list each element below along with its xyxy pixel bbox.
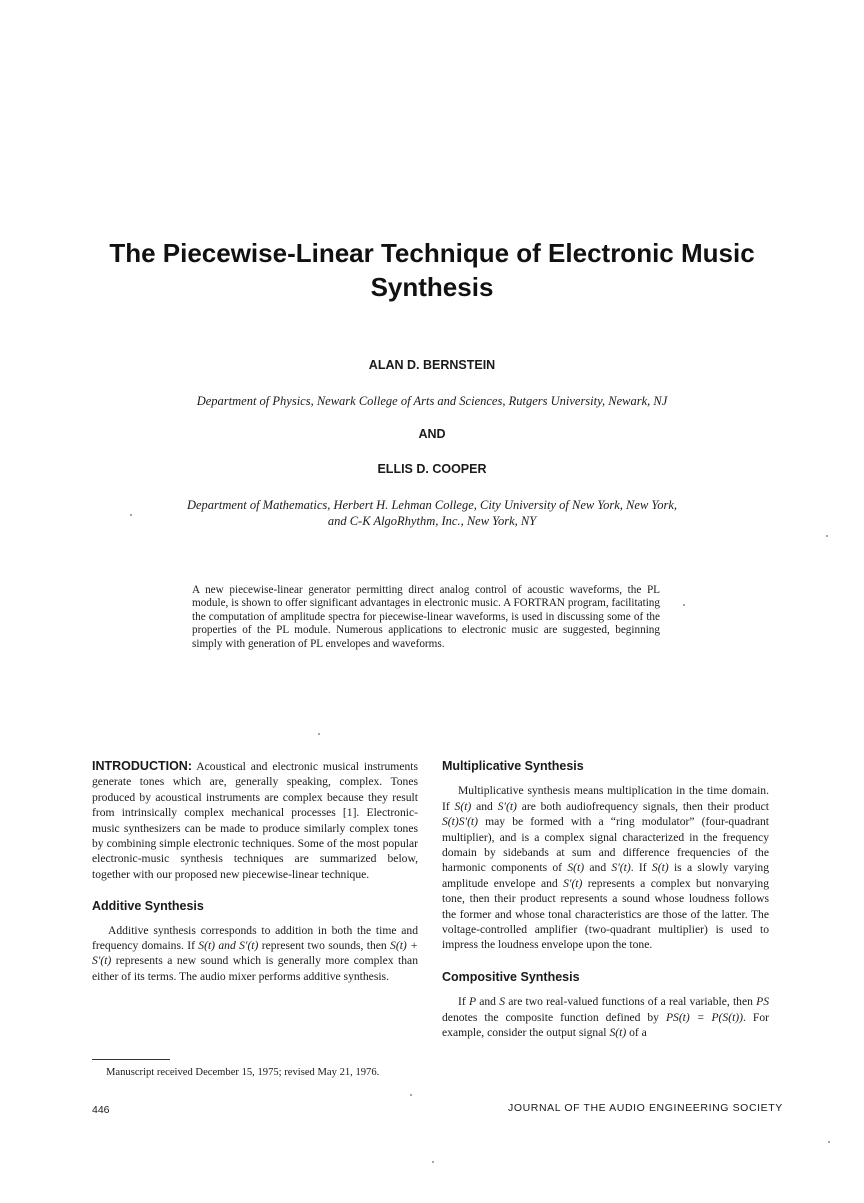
mult-text-4: may be formed with a “ring modulator” (four-quadrant multiplier), and is a complex signal characterized in the frequency domain by sidebands at sum and difference frequencies of the harmonic components of [442, 815, 769, 875]
author-separator: AND [418, 427, 446, 441]
comp-math-definition: PS(t) = P(S(t)) [665, 1010, 744, 1024]
additive-text-1: Additive synthesis corresponds to addition in both the time and frequency domains. If [92, 923, 418, 953]
abstract: A new piecewise-linear generator permitting direct analog control of acoustic waveforms, the PL module, is shown to offer significant advantages in electronic music. A FORTRAN program, facilitating the computation of amplitude spectra for piecewise-linear waveforms, is used in discussing some of the properties of the PL module. Numerous applications to electronic music are suggested, beginning simply with generation of PL envelopes and waveforms. [192, 584, 660, 650]
comp-math-s: S [499, 995, 505, 1009]
mult-text-2: and [476, 799, 493, 813]
journal-name: JOURNAL OF THE AUDIO ENGINEERING SOCIETY [508, 1102, 783, 1114]
article-title: The Piecewise-Linear Technique of Electronic Music Synthesis [109, 238, 755, 302]
additive-math-s-prime: S′(t) [239, 939, 259, 953]
right-column [442, 759, 769, 1041]
multiplicative-synthesis-heading: Multiplicative Synthesis [442, 759, 584, 773]
scan-speck [683, 604, 685, 606]
mult-text-3: are both audiofrequency signals, then their product [521, 799, 770, 813]
comp-text-1: If [458, 995, 466, 1009]
additive-and: and [218, 939, 236, 953]
compositive-synthesis-heading: Compositive Synthesis [442, 969, 580, 984]
comp-math-st: S(t) [609, 1026, 627, 1040]
comp-text-3: are two real-valued functions of a real variable, then [508, 995, 753, 1009]
scan-speck [130, 514, 132, 516]
manuscript-footnote [92, 1066, 418, 1079]
left-column [92, 759, 418, 984]
mult-text-6: . If [630, 861, 647, 875]
footnote-text: Manuscript received December 15, 1975; revised May 21, 1976. [106, 1067, 380, 1078]
scan-speck [432, 1161, 434, 1163]
introduction-text: Acoustical and electronic musical instruments generate tones which are, generally speaking, complex. Tones produced by acoustical instruments are complex because they result from intrinsically complex mechanical processes [1]. Electronic-music synthesizers can be made to produce similarly complex tones by combining simple electronic techniques. Some of the most popular electronic-music synthesis techniques are summarized below, together with our proposed new piecewise-linear technique. [92, 760, 418, 881]
scan-speck [410, 1094, 412, 1096]
scan-speck [318, 733, 320, 735]
additive-synthesis-paragraph [92, 923, 418, 985]
mult-math-product: S(t)S′(t) [442, 815, 479, 829]
mult-math-5: S(t) [651, 861, 669, 875]
mult-text-8: represents a complex but nonvarying tone, then their product represents a sound whose loudness follows the former and whose tonal characteristics are those of the latter. The voltage-controlled amplifier (two-quadrant multiplier) is used to impress the loudness envelope upon the tone. [442, 876, 769, 952]
additive-text-3: represents a new sound which is generally more complex than either of its terms. The audio mixer performs additive synthesis. [92, 954, 418, 983]
introduction-lead: INTRODUCTION: [92, 759, 192, 773]
comp-math-ps: PS [756, 995, 770, 1009]
additive-synthesis-heading: Additive Synthesis [92, 899, 204, 914]
comp-text-6: of a [629, 1026, 647, 1040]
author-affiliation-1: Department of Physics, Newark College of Arts and Sciences, Rutgers University, Newark, NJ [196, 394, 668, 408]
additive-math-s: S(t) [198, 939, 216, 953]
mult-math-3: S(t) [567, 861, 585, 875]
comp-text-2: and [479, 995, 496, 1009]
scan-speck [826, 535, 828, 537]
mult-math-6: S′(t) [563, 876, 583, 890]
comp-math-p: P [468, 995, 477, 1009]
mult-math-2: S′(t) [497, 799, 517, 813]
additive-text-2: represent two sounds, then [261, 939, 387, 953]
multiplicative-synthesis-paragraph [442, 783, 769, 952]
mult-math-4: S′(t) [611, 861, 631, 875]
comp-text-4: denotes the composite function defined by [442, 1010, 659, 1024]
author-affiliation-2-line1: Department of Mathematics, Herbert H. Lehman College, City University of New York, New York, [186, 498, 677, 512]
introduction-paragraph [92, 759, 418, 882]
mult-text-5: and [589, 861, 607, 875]
author-name-2: ELLIS D. COOPER [377, 462, 487, 476]
footnote-rule [92, 1059, 170, 1060]
author-name-1: ALAN D. BERNSTEIN [368, 358, 496, 372]
mult-text-7: is a slowly varying amplitude envelope and [442, 861, 770, 890]
compositive-synthesis-paragraph [442, 994, 769, 1040]
comp-text-5: . For example, consider the output signal [442, 1010, 769, 1040]
scan-speck [828, 1141, 830, 1143]
additive-math-sum: S(t) + S′(t) [92, 939, 418, 968]
mult-text-1: Multiplicative synthesis means multiplication in the time domain. If [442, 784, 769, 813]
author-affiliation-2-line2: and C-K AlgoRhythm, Inc., New York, NY [327, 514, 537, 528]
page-number: 446 [92, 1104, 110, 1116]
author-affiliation-2 [100, 497, 764, 529]
mult-math-1: S(t) [454, 799, 472, 813]
